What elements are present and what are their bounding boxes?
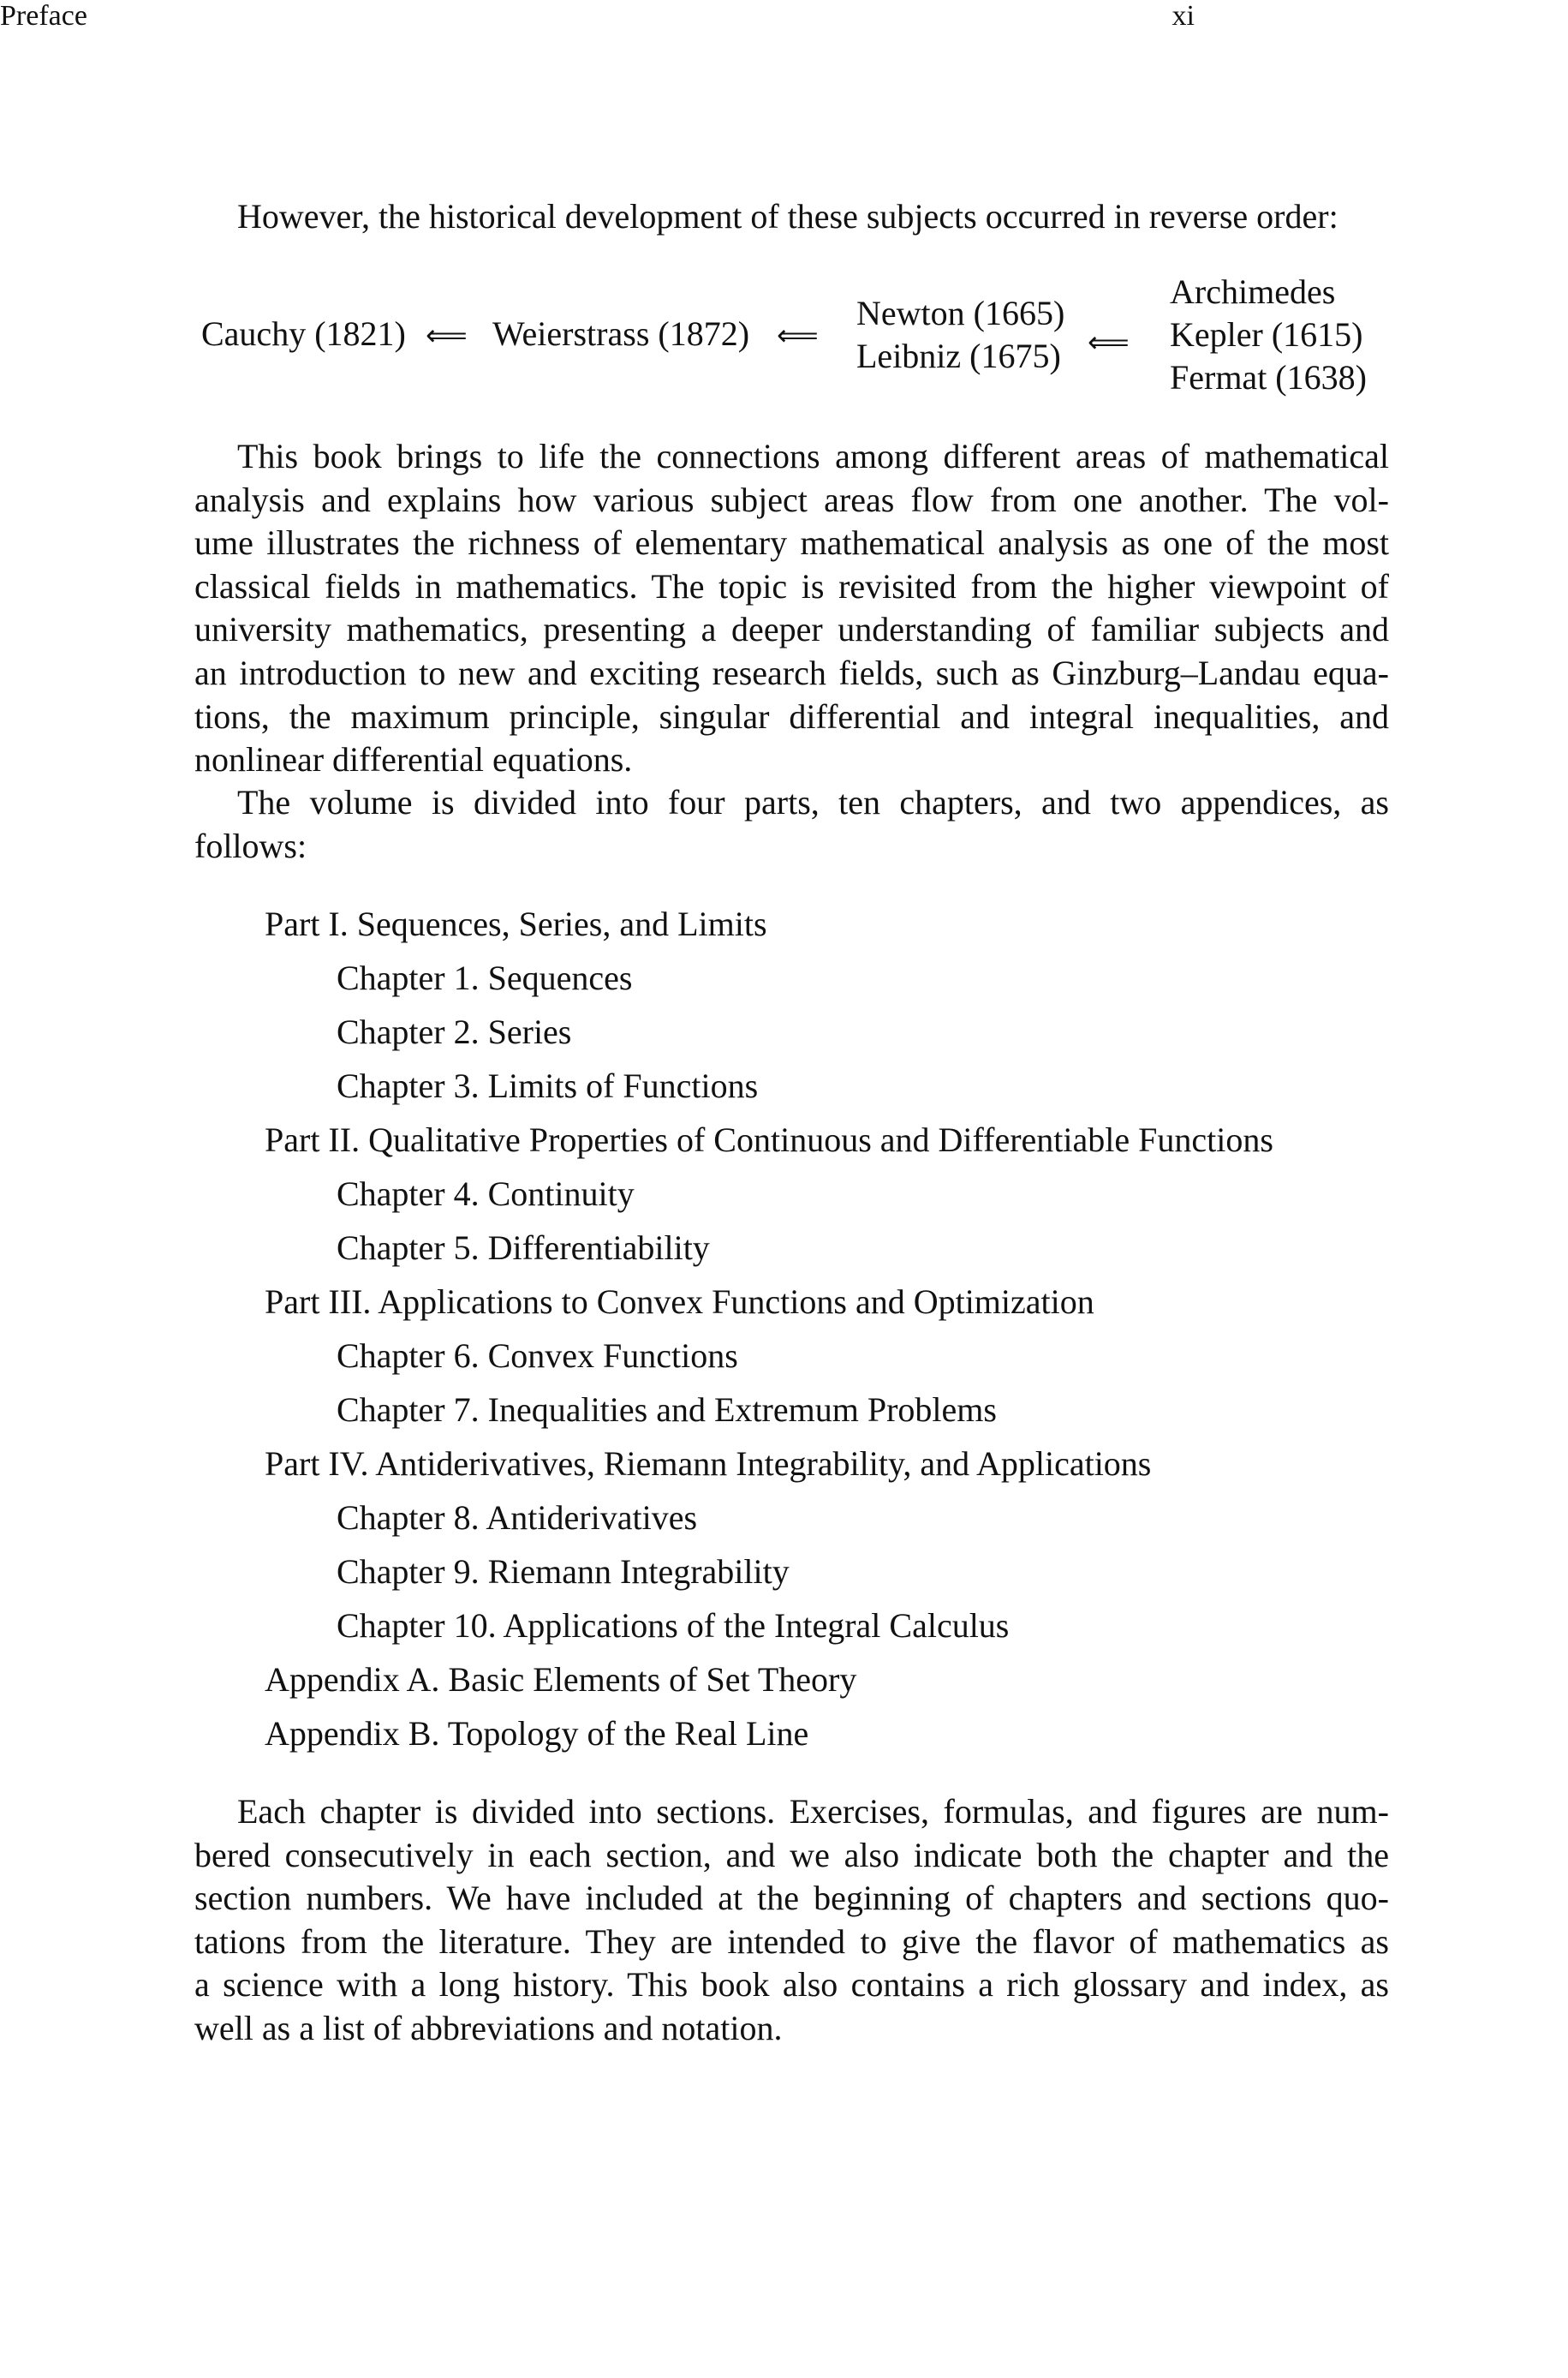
diagram-leibniz: Leibniz (1675)	[856, 337, 1061, 375]
outline-part: Part III. Applications to Convex Functions and Optimization	[265, 1282, 1094, 1321]
outline-part: Appendix A. Basic Elements of Set Theory	[265, 1660, 857, 1699]
implied-by-arrow-icon: ⟸	[777, 319, 819, 353]
diagram-weierstrass: Weierstrass (1872)	[492, 314, 750, 353]
text-line: tations from the literature. They are intended to give the flavor of mathematics as	[194, 1921, 1389, 1961]
outline-chapter: Chapter 3. Limits of Functions	[337, 1067, 759, 1105]
text-line: a science with a long history. This book also contains a rich glossary and index, as	[194, 1965, 1389, 2005]
outline-chapter: Chapter 6. Convex Functions	[337, 1336, 738, 1375]
outline-part: Part IV. Antiderivatives, Riemann Integrability, and Applications	[265, 1444, 1152, 1483]
text-line: The volume is divided into four parts, ten chapters, and two appendices, as	[237, 783, 1389, 822]
text-line: tions, the maximum principle, singular differential and integral inequalities, and	[194, 696, 1389, 736]
text-line: an introduction to new and exciting research fields, such as Ginzburg–Landau equa-	[194, 654, 1389, 692]
text-line: section numbers. We have included at the beginning of chapters and sections quo-	[194, 1879, 1389, 1918]
text-line: bered consecutively in each section, and we also indicate both the chapter and the	[194, 1835, 1389, 1874]
diagram-newton: Newton (1665)	[856, 294, 1065, 332]
diagram-kepler: Kepler (1615)	[1170, 315, 1363, 354]
text-line: analysis and explains how various subject areas flow from one another. The vol-	[194, 480, 1389, 519]
outline-chapter: Chapter 1. Sequences	[337, 959, 633, 997]
diagram-archimedes: Archimedes	[1170, 272, 1336, 311]
text-line: Each chapter is divided into sections. Exercises, formulas, and figures are num-	[237, 1792, 1389, 1831]
implied-by-arrow-icon: ⟸	[1088, 326, 1130, 360]
outline-chapter: Chapter 8. Antiderivatives	[337, 1498, 698, 1537]
section-title: Preface	[0, 0, 87, 32]
outline-chapter: Chapter 10. Applications of the Integral Calculus	[337, 1606, 1010, 1645]
implied-by-arrow-icon: ⟸	[426, 319, 468, 353]
text-line: ume illustrates the richness of elementary mathematical analysis as one of the most	[194, 523, 1389, 563]
outline-part: Part II. Qualitative Properties of Continuous and Differentiable Functions	[265, 1120, 1273, 1159]
diagram-fermat: Fermat (1638)	[1170, 358, 1367, 397]
text-line: university mathematics, presenting a deeper understanding of familiar subjects and	[194, 610, 1389, 649]
text-line: This book brings to life the connections among different areas of mathematical	[237, 437, 1389, 475]
outline-chapter: Chapter 4. Continuity	[337, 1174, 635, 1213]
outline-chapter: Chapter 7. Inequalities and Extremum Problems	[337, 1390, 997, 1429]
outline-part: Part I. Sequences, Series, and Limits	[265, 905, 767, 943]
outline-part: Appendix B. Topology of the Real Line	[265, 1714, 809, 1753]
text-line: nonlinear differential equations.	[194, 740, 633, 780]
text-line: classical fields in mathematics. The topic is revisited from the higher viewpoint of	[194, 566, 1389, 606]
outline-chapter: Chapter 5. Differentiability	[337, 1228, 710, 1267]
diagram-cauchy: Cauchy (1821)	[201, 314, 406, 353]
outline-chapter: Chapter 2. Series	[337, 1013, 572, 1051]
page-number: xi	[1172, 0, 1195, 32]
text-line: well as a list of abbreviations and notation.	[194, 2009, 783, 2047]
outline-chapter: Chapter 9. Riemann Integrability	[337, 1552, 790, 1591]
text-line: follows:	[194, 826, 307, 865]
intro-sentence: However, the historical development of these subjects occurred in reverse order:	[237, 197, 1338, 236]
running-head	[0, 0, 1195, 33]
